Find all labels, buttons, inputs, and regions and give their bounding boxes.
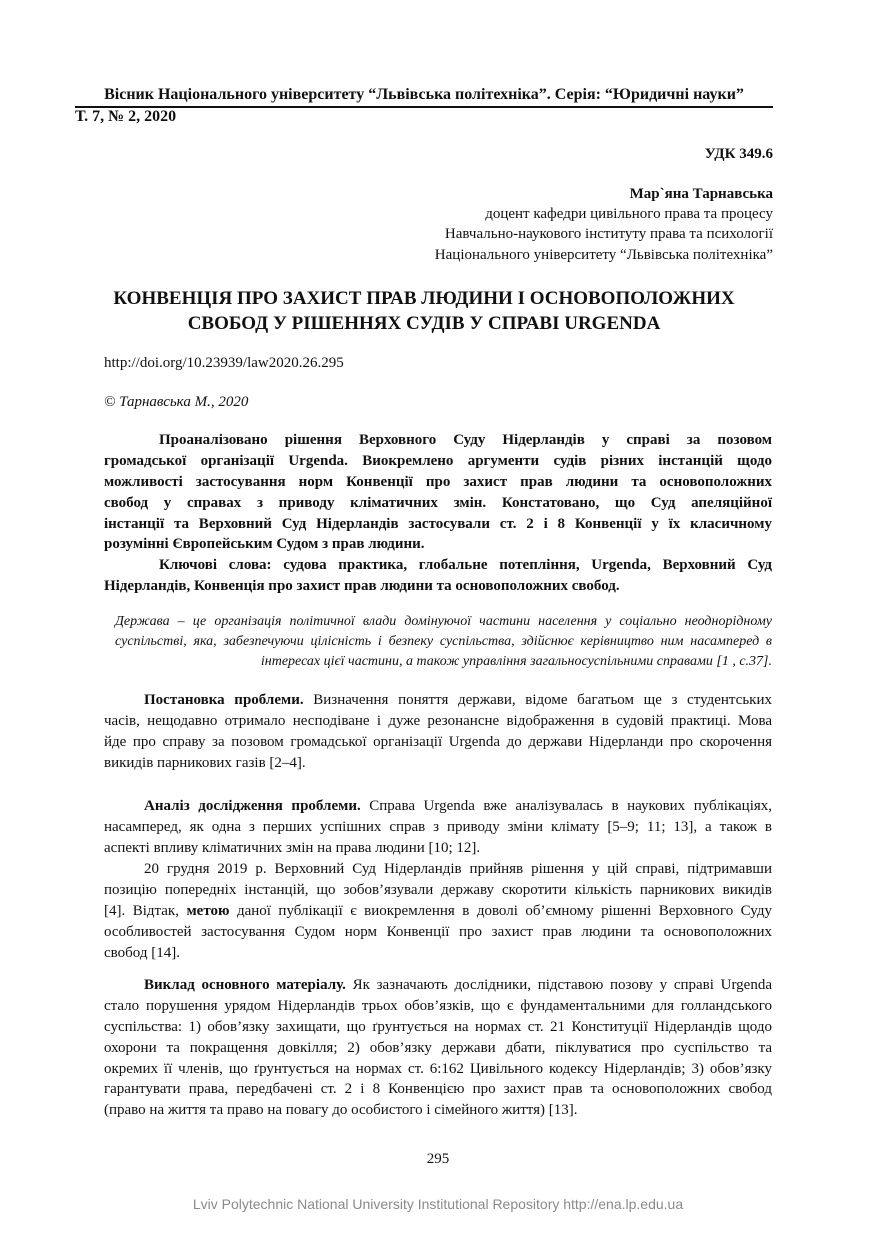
text-run: окремих її членів, що ґрунтується на нормах ст. 6:162 Цивільного кодексу Нідерландів; 3) обов’язку (104, 1060, 772, 1077)
paragraph-aim (104, 859, 772, 963)
text-run: (право на життя та право на повагу до особистого і сімейного життя) [13]. (104, 1102, 578, 1119)
text-run: свобод [14]. (104, 944, 180, 961)
text-line (104, 576, 772, 597)
text-run: суспільстві, яка, забезпечуючи цілісність і безпеку суспільства, здійснює керівництво ним насамперед в (115, 634, 772, 649)
bold-run: Аналіз дослідження проблеми. (144, 798, 361, 814)
section-research-analysis (104, 796, 772, 859)
text-line (104, 514, 772, 535)
text-run: особливостей застосування Судом норм Конвенції про захист прав людини та основоположних (104, 923, 772, 940)
text-line (104, 838, 772, 859)
text-line (115, 612, 772, 632)
text-line (104, 1059, 772, 1080)
text-run: стало порушення урядом Нідерландів трьох обов’язків, що є фундаментальними для голландського (104, 997, 772, 1014)
text-run: [4]. Відтак, (104, 902, 187, 919)
text-line (104, 711, 772, 732)
text-line (104, 472, 772, 493)
text-line (104, 880, 772, 901)
text-run: Держава – це організація політичної влади домінуючої частини населення у соціально неоднорідному (115, 614, 772, 629)
journal-volume: Т. 7, № 2, 2020 (75, 108, 177, 125)
text-line (104, 430, 772, 451)
journal-header: Вісник Національного університету “Львівська політехніка”. Серія: “Юридичні науки” (104, 86, 744, 103)
text-run: Як зазначають дослідники, підставою позову у справі Urgenda (345, 977, 772, 993)
text-run: інтересах цієї частини, а також управління загальносуспільними справами [1 , с.37]. (260, 654, 772, 669)
text-line (104, 1079, 772, 1100)
header-rule (75, 106, 773, 108)
text-line (104, 493, 772, 514)
text-run: громадської організації Urgenda. Виокремлено аргументи судів різних інстанцій щодо (104, 452, 772, 469)
abstract (104, 430, 772, 555)
text-line (104, 690, 772, 711)
text-line (104, 1038, 772, 1059)
text-run: викидів парникових газів [2–4]. (104, 754, 306, 771)
text-line (104, 555, 772, 576)
bold-run: метою (186, 902, 230, 919)
author-affiliation: Навчально-наукового інституту права та психології (444, 226, 773, 242)
text-run: позицію попередніх інстанцій, що зобов’язували державу скоротити кількість парникових викидів (104, 881, 772, 898)
text-line (104, 817, 772, 838)
text-line (104, 534, 772, 555)
bold-run: Постановка проблеми. (144, 692, 304, 708)
text-line (104, 943, 772, 964)
text-line (104, 922, 772, 943)
text-run: Визначення поняття держави, відоме багатьом ще з студентських (303, 692, 772, 708)
section-main-material (104, 975, 772, 1121)
text-line (104, 451, 772, 472)
text-run: Проаналізовано рішення Верховного Суду Нідерландів у справі за позовом (159, 432, 772, 448)
author-affiliation: Національного університету “Львівська політехніка” (434, 247, 773, 263)
text-run: гарантувати права, передбачені ст. 2 і 8 Конвенцією про захист прав та основоположних свобод (104, 1081, 772, 1098)
repository-footer: Lviv Polytechnic National University Institutional Repository http://ena.lp.edu.ua (192, 1196, 684, 1212)
text-run: свобод у справах з приводу кліматичних змін. Констатовано, що Суд апеляційної (104, 494, 772, 511)
epigraph (115, 612, 772, 672)
text-run: суспільства: 1) обов’язку захищати, що ґрунтується на нормах ст. 21 Конституції Нідерландів щодо (104, 1018, 772, 1035)
text-line (104, 996, 772, 1017)
text-run: Ключові слова: судова практика, глобальне потепління, Urgenda, Верховний Суд (159, 557, 772, 573)
author-name: Мар`яна Тарнавська (629, 186, 773, 202)
text-run: Нідерландів, Конвенція про захист прав людини та основоположних свобод. (104, 577, 620, 594)
text-line (104, 732, 772, 753)
page-number: 295 (426, 1151, 450, 1167)
text-line (115, 632, 772, 652)
text-run: охорони та покращення довкілля; 2) обов’язку держави дбати, піклуватися про суспільство та (104, 1039, 772, 1056)
text-line (115, 652, 772, 672)
text-run: можливості застосування норм Конвенції про захист прав людини та основоположних (104, 473, 772, 490)
text-line (104, 975, 772, 996)
text-run: йде про справу за позовом громадської організації Urgenda до держави Нідерланди про скорочення (104, 733, 772, 750)
text-line (104, 1017, 772, 1038)
copyright: © Тарнавська М., 2020 (104, 394, 249, 410)
section-problem-statement (104, 690, 772, 774)
author-affiliation: доцент кафедри цивільного права та процесу (485, 206, 773, 222)
text-run: інстанції та Верховний Суд Нідерландів застосували ст. 2 і 8 Конвенції у їх класичному (104, 515, 772, 532)
text-run: Справа Urgenda вже аналізувалась в наукових публікаціях, (360, 798, 773, 814)
title-line: СВОБОД У РІШЕННЯХ СУДІВ У СПРАВІ URGENDA (187, 313, 661, 334)
title-line: КОНВЕНЦІЯ ПРО ЗАХИСТ ПРАВ ЛЮДИНИ І ОСНОВОПОЛОЖНИХ (113, 288, 735, 309)
text-run: насамперед, як одна з перших успішних справ з приводу зміни клімату [5–9; 11; 13], а також в (104, 818, 772, 835)
text-run: 20 грудня 2019 р. Верховний Суд Нідерландів прийняв рішення у цій справі, підтримавши (144, 861, 772, 877)
text-run: даної публікації є виокремлення в доволі об’ємному рішенні Верховного Суду (229, 902, 772, 919)
keywords (104, 555, 772, 597)
text-run: аспекті впливу кліматичних змін на права людини [10; 12]. (104, 839, 481, 856)
udc-code: УДК 349.6 (704, 146, 773, 162)
doi-link[interactable]: http://doi.org/10.23939/law2020.26.295 (104, 355, 344, 371)
text-line (104, 859, 772, 880)
text-line (104, 1100, 772, 1121)
bold-run: Виклад основного матеріалу. (144, 977, 346, 993)
text-line (104, 753, 772, 774)
text-line (104, 796, 772, 817)
text-line (104, 901, 772, 922)
text-run: часів, нещодавно отримало несподіване і дуже резонансне відображення в судовій практиці. Мова (104, 712, 772, 729)
article-title (75, 286, 773, 336)
text-run: розумінні Європейським Судом з прав людини. (104, 536, 425, 553)
